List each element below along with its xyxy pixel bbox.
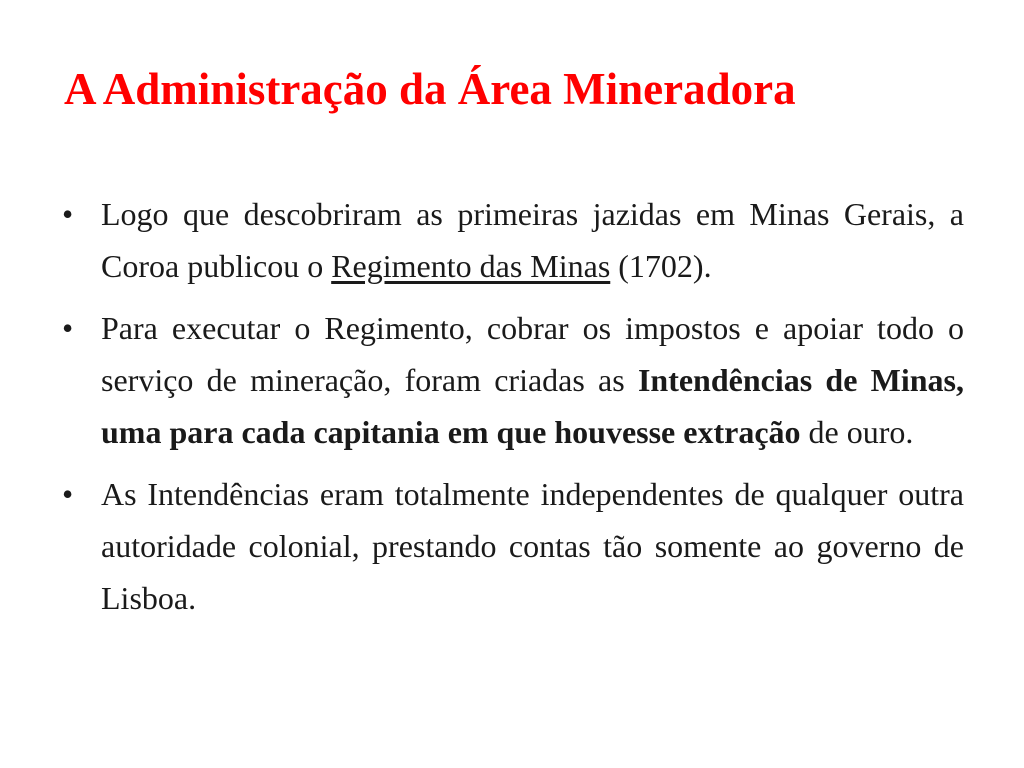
bullet-icon: •: [62, 476, 74, 512]
bullet-text: As Intendências eram totalmente independentes de qualquer outra autoridade colonial, prestando contas tão somente ao governo de Lisboa.: [101, 476, 964, 616]
bullet-text: Logo que descobriram as primeiras jazidas em Minas Gerais, a Coroa publicou o: [101, 196, 964, 284]
slide-title: A Administração da Área Mineradora: [64, 64, 796, 114]
bullet-item: [62, 302, 964, 458]
bullet-list: [62, 188, 964, 634]
bullet-item: [62, 468, 964, 624]
regimento-link: Regimento das Minas: [331, 248, 611, 284]
bullet-text: (1702).: [610, 248, 712, 284]
bullet-icon: •: [62, 196, 74, 232]
bullet-emphasis: Intendências de Minas, uma para cada capitania em que houvesse extração: [101, 362, 964, 450]
bullet-item: [62, 188, 964, 292]
bullet-text: de ouro.: [800, 414, 914, 450]
bullet-icon: •: [62, 310, 74, 346]
bullet-text: Para executar o Regimento, cobrar os impostos e apoiar todo o serviço de mineração, foram criadas as: [101, 310, 964, 398]
